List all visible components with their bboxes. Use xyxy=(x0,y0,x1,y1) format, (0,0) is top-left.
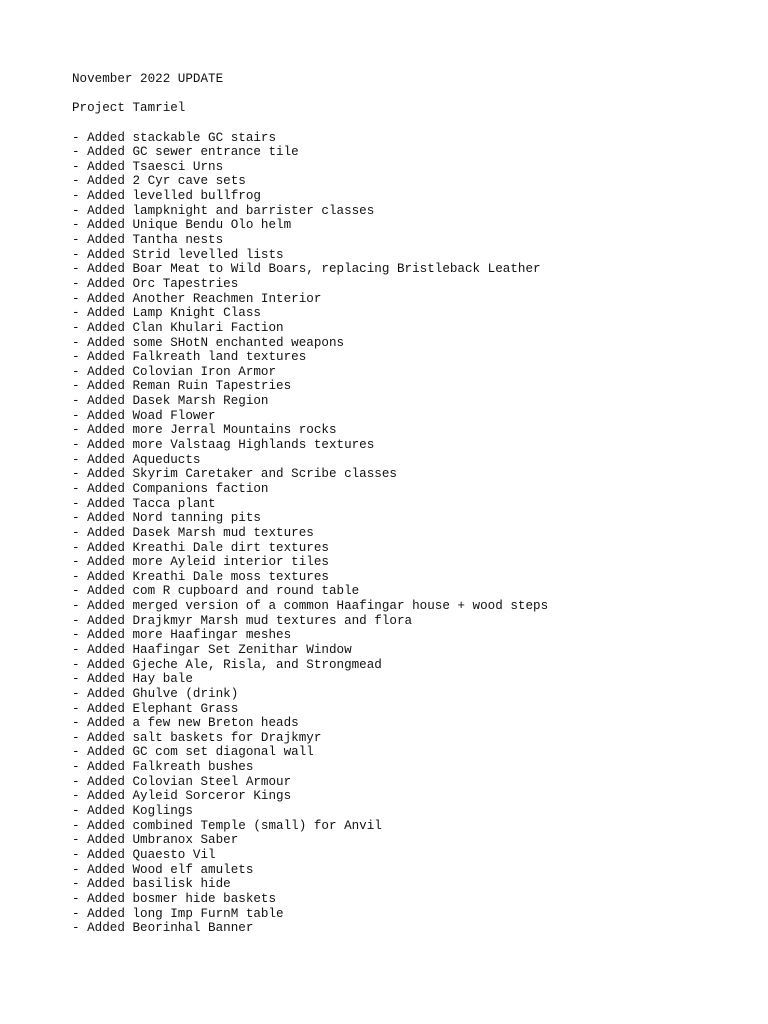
changelog-item: - Added stackable GC stairs xyxy=(72,130,277,145)
changelog-item: - Added Elephant Grass xyxy=(72,701,239,716)
changelog-item: - Added Colovian Steel Armour xyxy=(72,774,292,789)
changelog-item: - Added Boar Meat to Wild Boars, replacing Bristleback Leather xyxy=(72,262,541,277)
changelog-item: - Added Tsaesci Urns xyxy=(72,159,224,174)
changelog-item: - Added more Haafingar meshes xyxy=(72,628,292,643)
changelog-item: - Added lampknight and barrister classes xyxy=(72,203,375,218)
changelog-item: - Added Dasek Marsh Region xyxy=(72,394,269,409)
changelog-item: - Added Reman Ruin Tapestries xyxy=(72,379,292,394)
changelog-item: - Added Unique Bendu Olo helm xyxy=(72,218,292,233)
changelog-item: - Added Hay bale xyxy=(72,672,193,687)
changelog-item: - Added Lamp Knight Class xyxy=(72,306,261,321)
changelog-item: - Added a few new Breton heads xyxy=(72,716,299,731)
changelog-item: - Added Skyrim Caretaker and Scribe classes xyxy=(72,467,397,482)
changelog-item: - Added Tantha nests xyxy=(72,233,224,248)
changelog-item: - Added Orc Tapestries xyxy=(72,276,239,291)
changelog-item: - Added Wood elf amulets xyxy=(72,862,254,877)
changelog-item: - Added GC sewer entrance tile xyxy=(72,145,299,160)
changelog-item: - Added Kreathi Dale dirt textures xyxy=(72,540,329,555)
changelog-item: - Added Umbranox Saber xyxy=(72,833,239,848)
blank-line xyxy=(72,116,752,131)
document-header: November 2022 UPDATE xyxy=(72,72,224,86)
changelog-item: - Added salt baskets for Drajkmyr xyxy=(72,730,322,745)
changelog-item: - Added merged version of a common Haafingar house + wood steps xyxy=(72,599,549,614)
changelog-item: - Added Colovian Iron Armor xyxy=(72,364,277,379)
changelog-item: - Added Quaesto Vil xyxy=(72,847,216,862)
changelog-item: - Added Drajkmyr Marsh mud textures and flora xyxy=(72,613,413,628)
changelog-item: - Added Gjeche Ale, Risla, and Strongmead xyxy=(72,657,382,672)
changelog-item: - Added Ghulve (drink) xyxy=(72,686,239,701)
changelog-item: - Added Kreathi Dale moss textures xyxy=(72,569,329,584)
changelog-item: - Added 2 Cyr cave sets xyxy=(72,174,246,189)
changelog-item: - Added Woad Flower xyxy=(72,408,216,423)
changelog-item: - Added Beorinhal Banner xyxy=(72,921,254,936)
changelog-item: - Added GC com set diagonal wall xyxy=(72,745,314,760)
changelog-list xyxy=(72,131,752,936)
changelog-item: - Added Koglings xyxy=(72,804,193,819)
changelog-item: - Added Falkreath land textures xyxy=(72,350,307,365)
changelog-item: - Added levelled bullfrog xyxy=(72,189,261,204)
changelog-item: - Added Dasek Marsh mud textures xyxy=(72,525,314,540)
blank-line xyxy=(72,87,752,102)
changelog-item: - Added Haafingar Set Zenithar Window xyxy=(72,642,352,657)
changelog-item: - Added Ayleid Sorceror Kings xyxy=(72,789,292,804)
changelog-item: - Added some SHotN enchanted weapons xyxy=(72,335,345,350)
changelog-item: - Added Clan Khulari Faction xyxy=(72,320,284,335)
changelog-item: - Added Tacca plant xyxy=(72,496,216,511)
changelog-item: - Added com R cupboard and round table xyxy=(72,584,360,599)
changelog-item: - Added Strid levelled lists xyxy=(72,247,284,262)
changelog-item: - Added Another Reachmen Interior xyxy=(72,291,322,306)
changelog-item: - Added Aqueducts xyxy=(72,452,201,467)
changelog-item: - Added Falkreath bushes xyxy=(72,760,254,775)
changelog-item: - Added more Valstaag Highlands textures xyxy=(72,438,375,453)
changelog-item: - Added combined Temple (small) for Anvil xyxy=(72,818,382,833)
changelog-item: - Added Companions faction xyxy=(72,481,269,496)
section-title: Project Tamriel xyxy=(72,101,186,116)
changelog-item: - Added long Imp FurnM table xyxy=(72,906,284,921)
document-page xyxy=(72,72,752,936)
changelog-item: - Added more Jerral Mountains rocks xyxy=(72,423,337,438)
changelog-item: - Added basilisk hide xyxy=(72,877,231,892)
changelog-item: - Added bosmer hide baskets xyxy=(72,891,277,906)
changelog-item: - Added Nord tanning pits xyxy=(72,511,261,526)
changelog-item: - Added more Ayleid interior tiles xyxy=(72,555,329,570)
